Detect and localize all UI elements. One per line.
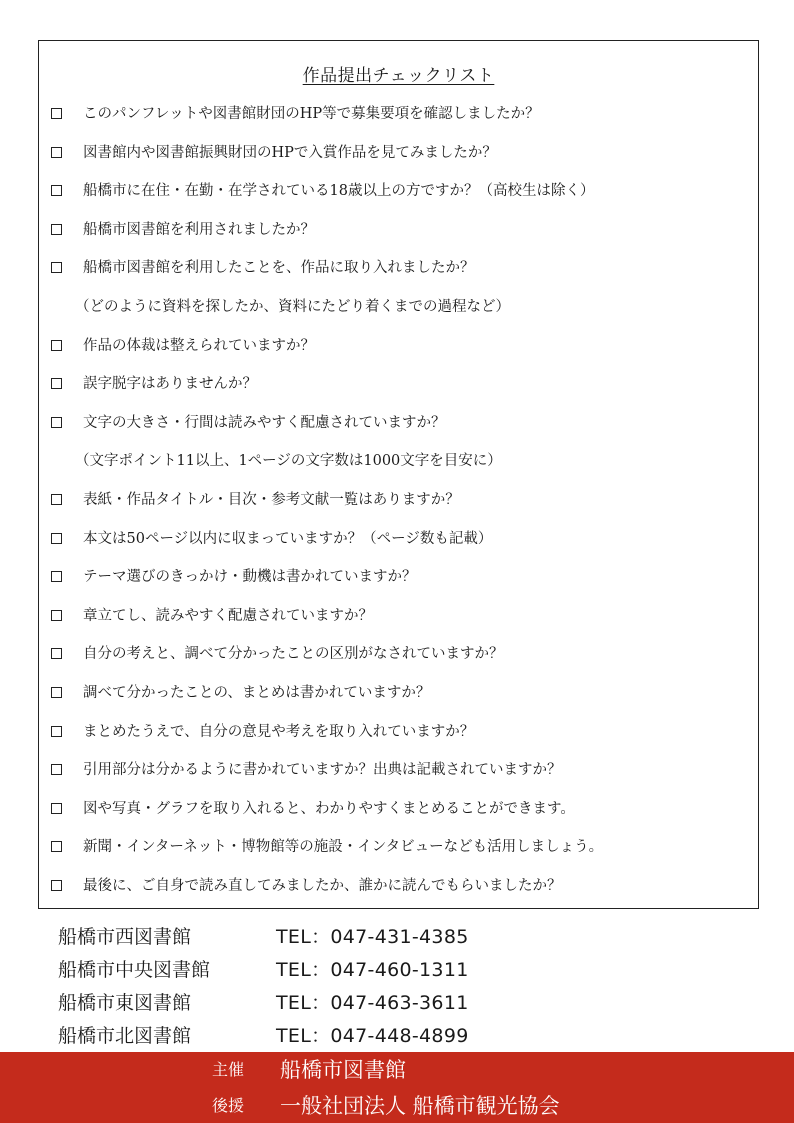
checklist-item-text: 最後に、ご自身で読み直してみましたか、誰かに読んでもらいましたか？ [83, 878, 562, 894]
checklist-item-text: 自分の考えと、調べて分かったことの区別がなされていますか？ [83, 646, 504, 663]
checklist-item-text: 調べて分かったことの、まとめは書かれていますか？ [83, 685, 431, 701]
checklist-item [39, 606, 758, 626]
checklist-note-text: （どのように資料を探したか、資料にたどり着くまでの過程など） [75, 299, 510, 315]
checklist-item [39, 683, 758, 703]
checklist-item [39, 258, 758, 278]
checklist-item-text: 新聞・インターネット・博物館等の施設・インタビューなども活用しましょう。 [83, 839, 604, 856]
support-value: 一般社団法人 船橋市観光協会 [280, 1094, 560, 1118]
checklist-item [39, 490, 758, 510]
footer-band [0, 1052, 794, 1123]
checkbox-icon[interactable] [51, 224, 62, 235]
checklist-item [39, 413, 758, 433]
checkbox-icon[interactable] [51, 687, 62, 698]
checklist-item [39, 220, 758, 240]
checkbox-icon[interactable] [51, 147, 62, 158]
checklist-item-text: 作品の体裁は整えられていますか？ [83, 337, 315, 354]
library-tel: TEL：047-448-4899 [276, 1025, 469, 1047]
checklist-note [39, 451, 758, 471]
checklist-title: 作品提出チェックリスト [302, 66, 495, 86]
checklist-item [39, 181, 758, 201]
checkbox-icon[interactable] [51, 340, 62, 351]
checklist-note-text: （文字ポイント11以上、1ページの文字数は1000文字を目安に） [75, 453, 502, 470]
checkbox-icon[interactable] [51, 571, 62, 582]
checkbox-icon[interactable] [51, 533, 62, 544]
checkbox-icon[interactable] [51, 494, 62, 505]
checklist-item-text: このパンフレットや図書館財団のHP等で募集要項を確認しましたか？ [83, 106, 540, 122]
checkbox-icon[interactable] [51, 108, 62, 119]
checkbox-icon[interactable] [51, 841, 62, 852]
checklist-item-text: 図書館内や図書館振興財団のHPで入賞作品を見てみましたか？ [83, 144, 497, 161]
checklist-item [39, 876, 758, 896]
support-label: 後援 [212, 1096, 245, 1115]
checkbox-icon[interactable] [51, 803, 62, 814]
library-name: 船橋市中央図書館 [58, 959, 211, 981]
checklist-item [39, 143, 758, 163]
checklist-item-text: 船橋市図書館を利用したことを、作品に取り入れましたか？ [83, 260, 475, 277]
checkbox-icon[interactable] [51, 764, 62, 775]
checklist-box [38, 40, 759, 909]
checklist-item [39, 760, 758, 780]
checklist-item [39, 104, 758, 124]
checkbox-icon[interactable] [51, 378, 62, 389]
checkbox-icon[interactable] [51, 417, 62, 428]
checklist-item [39, 722, 758, 742]
checklist-item [39, 644, 758, 664]
checklist-item [39, 837, 758, 857]
checkbox-icon[interactable] [51, 648, 62, 659]
checkbox-icon[interactable] [51, 185, 62, 196]
checklist-item-text: 文字の大きさ・行間は読みやすく配慮されていますか？ [83, 414, 446, 431]
checklist-item-text: まとめたうえで、自分の意見や考えを取り入れていますか？ [83, 723, 475, 740]
checklist-item [39, 336, 758, 356]
checklist-item-text: 章立てし、読みやすく配慮されていますか？ [83, 607, 373, 624]
checklist-note [39, 297, 758, 317]
library-name: 船橋市北図書館 [58, 1025, 192, 1047]
checklist-item-text: 引用部分は分かるように書かれていますか？出典は記載されていますか？ [83, 762, 562, 779]
checkbox-icon[interactable] [51, 610, 62, 621]
checklist-item-text: 本文は50ページ以内に収まっていますか？（ページ数も記載） [83, 530, 493, 547]
library-name: 船橋市西図書館 [58, 926, 192, 948]
library-tel: TEL：047-460-1311 [276, 959, 469, 981]
checklist-item-text: テーマ選びのきっかけ・動機は書かれていますか？ [83, 569, 417, 586]
library-tel: TEL：047-463-3611 [276, 992, 469, 1014]
checkbox-icon[interactable] [51, 262, 62, 273]
checklist-item [39, 799, 758, 819]
host-value: 船橋市図書館 [280, 1058, 406, 1082]
checkbox-icon[interactable] [51, 726, 62, 737]
checklist-item [39, 529, 758, 549]
library-name: 船橋市東図書館 [58, 992, 192, 1014]
library-tel: TEL：047-431-4385 [276, 926, 469, 948]
checklist-item-text: 表紙・作品タイトル・目次・参考文献一覧はありますか？ [83, 492, 460, 508]
checklist-item [39, 567, 758, 587]
checklist-item-text: 船橋市図書館を利用されましたか？ [83, 221, 315, 238]
host-label: 主催 [212, 1060, 245, 1079]
checklist-item-text: 船橋市に在住・在勤・在学されている18歳以上の方ですか？（高校生は除く） [83, 183, 595, 200]
checklist-item-text: 図や写真・グラフを取り入れると、わかりやすくまとめることができます。 [83, 800, 575, 817]
checkbox-icon[interactable] [51, 880, 62, 891]
checklist-item [39, 374, 758, 394]
checklist-item-text: 誤字脱字はありませんか？ [83, 376, 257, 393]
